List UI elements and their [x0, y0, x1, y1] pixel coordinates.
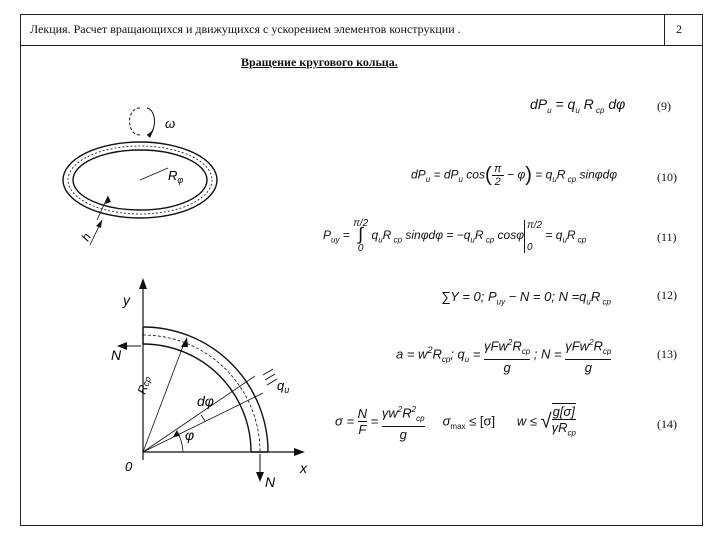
equation-9: $dP_u = q_u$ R $_{cp}$ dφ	[530, 96, 626, 115]
rotation-arrow	[130, 108, 141, 135]
quarter-ring-diagram	[105, 275, 330, 495]
section-title: Вращение кругового кольца.	[241, 55, 398, 69]
equation-14: σ = N $F = \gamma w^2R^2_{cp}$ g $\sigma_{max} \le [\sigma]$ w ≤ √g[σ] $\gamma R_{cp}$	[335, 404, 576, 442]
d-phi-label: dφ	[197, 393, 214, 409]
equation-13: $a = w^2R_{cp}$; $q_u = \gamma Fw^2R_{cp}$ g ; $N = \gamma Fw^2R_{cp}$ g	[396, 338, 612, 375]
eq-number-14: (14)	[657, 417, 677, 431]
page-number: 2	[676, 22, 682, 36]
r-cp-label: Rcp	[134, 375, 154, 397]
n-bottom-label: N	[265, 474, 276, 490]
n-left-label: N	[111, 347, 122, 363]
equation-10: $dP_u = dP_u$ cos( π $2 - \varphi) = q_uR$ $_{cp}$ sinφdφ	[411, 163, 618, 188]
ring-figure	[50, 95, 240, 260]
eq-number-13: (13)	[657, 347, 677, 361]
equation-12: ∑Y = 0; $P_{uy} - N = 0$; $N =q_uR$ $_{cp}$	[441, 289, 611, 307]
eq-number-9: (9)	[657, 99, 671, 113]
omega-label: ω	[165, 116, 176, 131]
phi-label: φ	[185, 427, 195, 443]
eq-number-12: (12)	[657, 288, 677, 302]
eq-number-11: (11)	[657, 230, 677, 244]
lecture-title: Лекция. Расчет вращающихся и движущихся с ускорением элементов конструкции .	[30, 22, 461, 36]
origin-label: 0	[125, 459, 133, 474]
h-label: h	[78, 230, 94, 244]
x-axis-label: x	[300, 460, 307, 476]
header-separator	[664, 14, 665, 46]
eq-number-10: (10)	[657, 170, 677, 184]
equation-11: $P_{uy} = \pi/2$ ∫ 0 $q_uR$ $_{cp}$ $\sin\varphi d\varphi = -q_uR$ $_{cp}$ cosφπ/2 $0 = q_uR$ $_{cp}$	[323, 218, 587, 254]
y-axis-label: y	[123, 292, 130, 308]
q-u-label: $q_u$	[277, 378, 290, 395]
r-phi-label: $R_\varphi$	[168, 168, 184, 185]
